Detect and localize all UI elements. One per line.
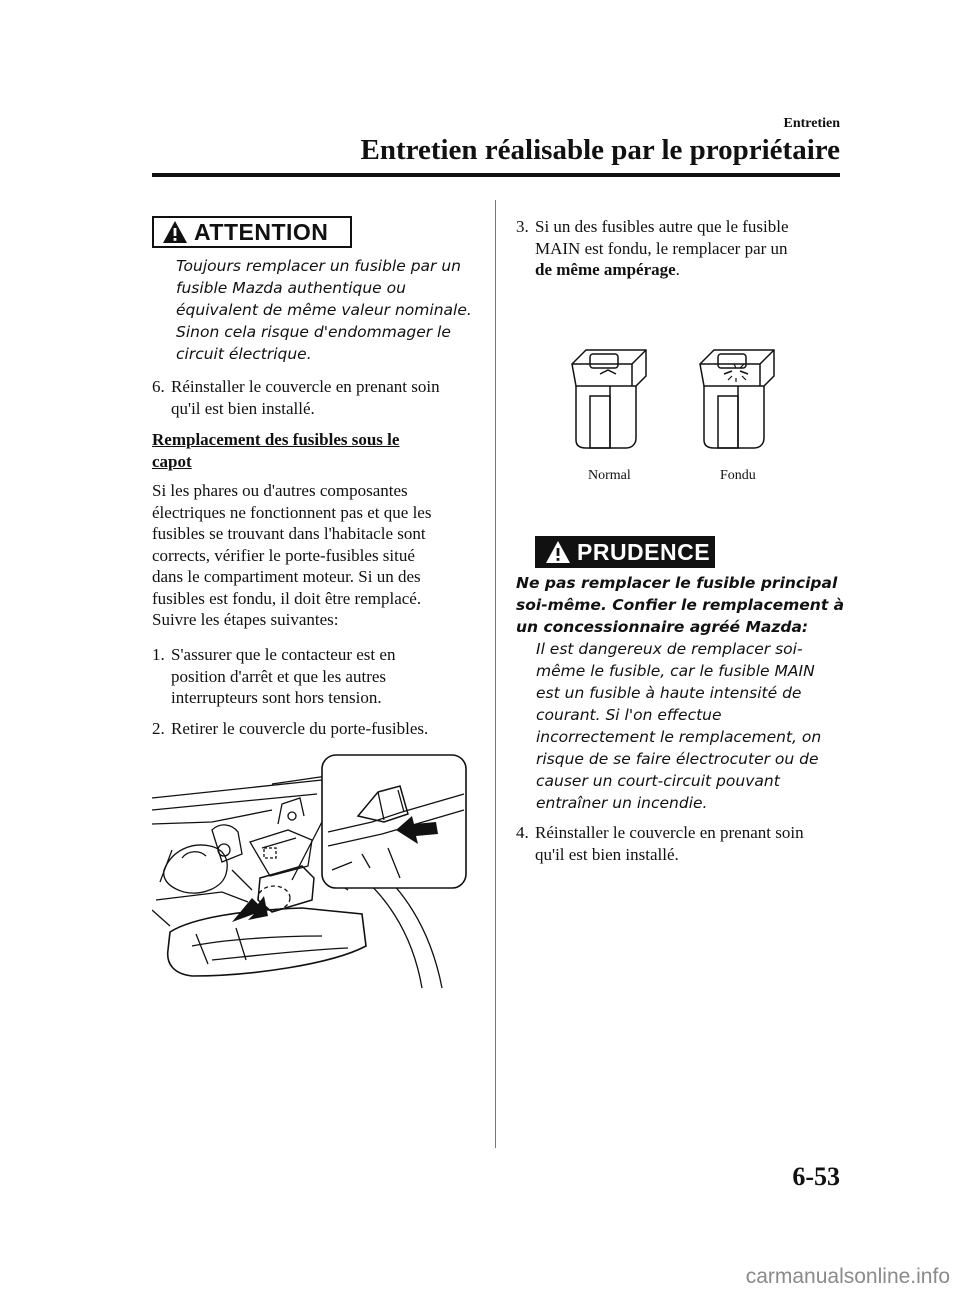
intro-paragraph: Si les phares ou d'autres composantes électriques ne fonctionnent pas et que les fusibles se trouvant dans l'habitacle sont corrects, vérifier le porte-fusibles situé dans le compartiment moteur. Si un des fusibles est fondu, il doit être remplacé. Suivre les étapes suivantes:: [152, 481, 432, 629]
watermark: carmanualsonline.info: [745, 1265, 950, 1288]
fuse-blown-illustration: [694, 346, 780, 450]
caption-blown: Fondu: [720, 468, 756, 483]
prudence-text: Il est dangereux de remplacer soi- même le fusible, car le fusible MAIN est un fusible à haute intensité de courant. Si l'on effectue incorrectement le remplacement, on risque de se faire électrocuter ou de causer un court-circuit pouvant entraîner un incendie.: [536, 640, 822, 812]
step-6: 6. Réinstaller le couvercle en prenant soin qu'il est bien installé.: [152, 377, 440, 418]
column-divider: [495, 200, 496, 1148]
step-2: 2. Retirer le couvercle du porte-fusibles.: [152, 719, 429, 738]
attention-text: Toujours remplacer un fusible par un fusible Mazda authentique ou équivalent de même valeur nominale. Sinon cela risque d'endommager le circuit électrique.: [176, 257, 472, 363]
fuse-box-location-illustration: [152, 750, 470, 992]
header-rule: [152, 173, 840, 177]
warning-triangle-icon: [162, 220, 188, 244]
attention-label: ATTENTION: [194, 218, 329, 245]
warning-triangle-icon: [545, 540, 571, 564]
attention-badge: [152, 216, 352, 248]
caption-normal: Normal: [588, 468, 631, 483]
section-label: Entretien: [783, 116, 840, 131]
prudence-badge: [535, 536, 715, 568]
step-3: 3. Si un des fusibles autre que le fusible MAIN est fondu, le remplacer par un de même ampérage.: [516, 217, 789, 279]
page-number: 6-53: [792, 1162, 840, 1191]
step-1: 1. S'assurer que le contacteur est en position d'arrêt et que les autres interrupteurs sont hors tension.: [152, 645, 396, 707]
prudence-label: PRUDENCE: [577, 538, 711, 565]
step-4: 4. Réinstaller le couvercle en prenant soin qu'il est bien installé.: [516, 823, 804, 864]
fuse-normal-illustration: [566, 346, 652, 450]
page-title: Entretien réalisable par le propriétaire: [360, 134, 840, 166]
pointer-arrow-icon: [232, 896, 268, 922]
prudence-heading: Ne pas remplacer le fusible principal soi-même. Confier le remplacement à un concessionnaire agréé Mazda:: [516, 574, 845, 636]
subheading: Remplacement des fusibles sous le capot: [152, 430, 400, 471]
